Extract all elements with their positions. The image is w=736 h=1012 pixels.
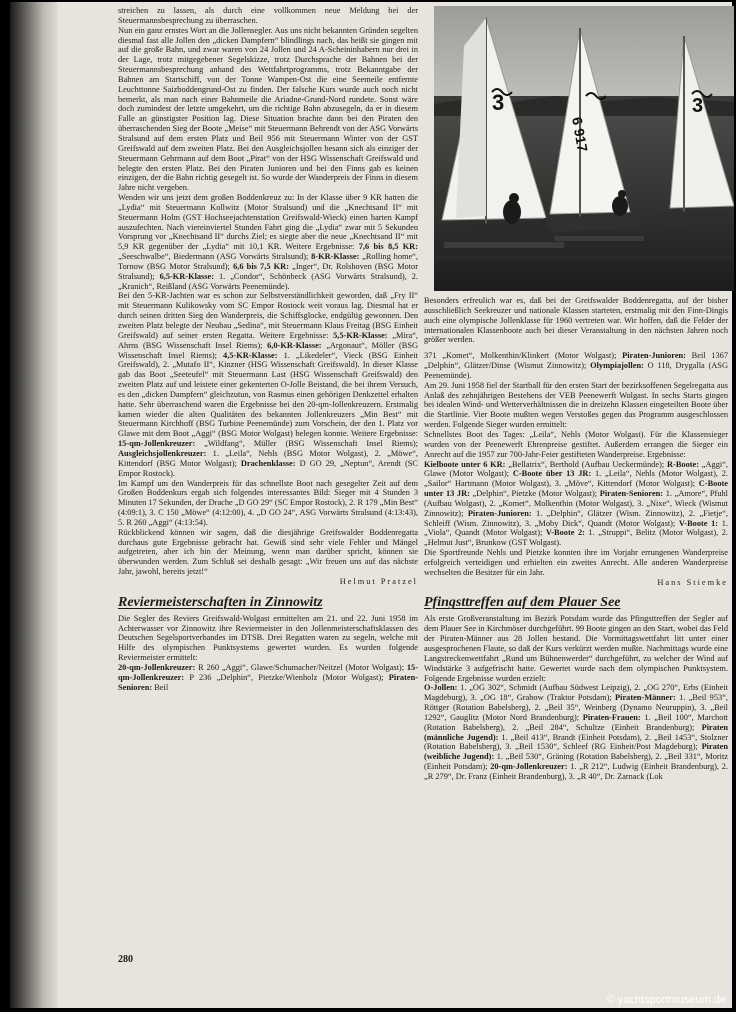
paragraph: Bei den 5-KR-Jachten war es schon zur Selbstverständlichkeit geworden, daß „Fry II“ mit Steuermann Kulikowsky vom SC Empor Rostock weit voraus lag. Diesmal hat er durch seinen dritten Sieg den Wanderpreis, die Schiffsglocke, endgültig gewonnen. Den zweiten Platz belegte der Neubau „Sedina“, mit Steuermann Klaus Freitag (BSG Einheit Greifswald) auf seiner ersten Regatta. Weitere Ergebnisse: 5,5-KR-Klasse: „Mira“, Ahrns (BSG Wissenschaft Insel Riems); 6,0-KR-Klasse: „Argonaut“, Möller (BSG Wissenschaft Insel Riems); 4,5-KR-Klasse: 1. „Likedeler“, Vieck (BSG Einheit Greifswald), 2. „Mutafo II“, Kinzner (HSG Wissenschaft Greifswald). In dieser Klasse gab das Boot „Seeteufel“ mit Steuermann Last (HSG Wissenschaft Greifswald) den zweiten Platz auf und leistete einer gekenterten O-Jolle Beistand, die bei ihrem Versuch, es den „dicken Dampfern“ gleichzutun, von Rasmus einen gehörigen Denkzettel erhalten hatte. Sehr überraschend waren die Ergebnisse bei den 20-qm-Jollenkreuzern. Erstmalig kamen wieder die alten Qualitäten des bekannten Jollenkreuzers „Min Best“ mit Steuermann Kirchhoff (BSG Turbine Peenemünde) zum Vorschein, der den 1. Platz vor Glawe mit dem Boot „Aggi“ (BSG Motor Wolgast) belegen konnte. Weitere Ergebnisse: 15-qm-Jollenkreuzer: „Wildfang“, Müller (BSG Wissenschaft Insel Riems); Ausgleichsjollenkreuzer: 1. „Leila“, Nehls (BSG Motor Wolgast), 2. „Möwe“, Kittendorf (BSG Motor Wolgast); Drachenklasse: D GO 29, „Neptun“, Arendt (SC Empor Rostock). — [118, 291, 419, 478]
paragraph: Schnellstes Boot des Tages: „Leila“, Nehls (Motor Wolgast). Für die Klassensieger wurden von der Peenewerft Ehrenpreise gestiftet. Außerdem errangen die Sieger ein Anrecht auf die 1957 zur 700-Jahr-Feier gestifteten Wanderpreise. Ergebnisse: — [424, 429, 728, 459]
paragraph: streichen zu lassen, als durch eine vollkommen neue Meldung bei der Steuermannsbesprechung zu überraschen. — [118, 6, 418, 25]
paragraph: Am 29. Juni 1958 fiel der Startball für den ersten Start der bezirksoffenen Segelregatta aus Anlaß des zehnjährigen Bestehens der VEB Peenewerft Wolgast. In sechs Starts gingen bei idealen Wind- und Wetterverhältnissen die in dreizehn Klassen eingeteilten Boote über die Startlinie. Vier Boote mußten wegen Verstoßes gegen das Programm ausgeschlossen werden. Folgende Sieger wurden ermittelt: — [424, 380, 728, 430]
right-column — [424, 296, 728, 782]
photo-caption: Besonders erfreulich war es, daß bei der Greifswalder Boddenregatta, auf der bisher ausschließlich Seekreuzer und nationale Klassen startetеn, erstmalig mit den Finn-Dingis auch eine olympische Jollenklasse für 1960 vertreten war. Wir hoffen, daß die Felder der internationalen Klassenboote auch bei dieser Veranstaltung in den nächsten Jahren noch größer werden. — [424, 296, 728, 345]
sail-number-2: 6 917 — [569, 115, 591, 154]
paragraph: Die Sportfreunde Nehls und Pietzke konnten ihre im Vorjahr errungenen Wanderpreise erfolgreich verteidigen und erhielten ein zweites Anrecht. Alle anderen Wanderpreise wechselten die Besitzer für ein Jahr. — [424, 548, 728, 577]
left-column — [118, 6, 418, 693]
paragraph: Nun ein ganz ernstes Wort an die Jollensegler. Aus uns nicht bekannten Gründen segelten diesmal fast alle Jollen den „dicken Dampfern“ blindlings nach, das heißt sie gingen mit auf die große Bahn, und zwar waren von 24 Jollen und 24 A-Scheininhabern nur drei in der Lage, trotz mitgegebener Segelskizze, trotz Durchsprache der Bahnen bei der Steuermannsbesprechung anhand des Wettfahrtprogramms, trotz Bekanntgabe der Bahnen am Startschiff, von der Tonne Wampen-Ost die eine Seemeile entfernte Leuchttonne Saizboddengrund-Ost zu finden. Der falsche Kurs wurde auch noch nicht bemerkt, als man nach einer Bahnmeile die Ariadne-Grund-Nord rundete. Sonst wäre doch zumindest der letzte umgekehrt, um die richtige Bahn abzusegeln, da er in diesem Falle an günstigster Position lag. Diese Situation brachte dann bei den Piraten den überraschenden Sieg der Boote „Meise“ mit Steuermann Behrendt von der ASG Vorwärts Stralsund auf dem ersten Platz und Beil 956 mit Steuermann Winter von der GST Greifswald auf dem zweiten Platz. Bei den Ausgleichsjollen besann sich als einziger der Steuermann Gehrmann auf dem Boot „Pirat“ von der HSG Wissenschaft Greifswald und belegte den ersten Platz. Bei den Piraten Junioren und bei den Finns gab es keinen einzigen, der die Bahn richtig gesegelt ist. So wurde der Wanderpreis der Finns in diesem Jahre nicht vergeben. — [118, 25, 418, 193]
paragraph: Kielboote unter 6 KR: „Bellatrix“, Berthold (Aufbau Ueckermünde); R-Boote: „Aggi“, Glawe (Motor Wolgast); C-Boote über 13 JR: 1. „Leila“, Nehls (Motor Wolgast), 2. „Sailor“ Hartmann (Motor Wolgast), 3. „Möve“, Kittendorf (Motor Wolgast); C-Boote unter 13 JR: „Delphin“, Pietzke (Motor Wolgast); Piraten-Senioren: 1. „Amore“, Pfuhl (Aufbau Wolgast), 2. „Komet“, Molkenthin (Motor Wolgast), 3. „Nixe“, Wieck (Wismut Zinnowitz); Piraten-Junioren: 1. „Delphin“, Glätzer (Wism. Zinnowitz), 2. „Fietje“, Schleiff (Wism. Zinnowitz), 3. „Moby Dick“, Quandt (Motor Wolgast); V-Boote 1: 1. „Viola“, Quandt (Motor Wolgast); V-Boote 2: 1. „Struppi“, Belitz (Motor Wolgast), 2. „Helmut Just“, Brunkow (GST Wolgast). — [424, 459, 729, 548]
paragraph: 371 „Komet“, Molkenthin/Klinkert (Motor Wolgast); Piraten-Junioren: Beil 1367 „Delphin“, Glätzer/Dinse (Wismut Zinnowitz); Olympiajollen: O 118, Drygalla (ASG Peenemünde). — [424, 351, 728, 380]
book-spine — [10, 2, 58, 1008]
page-number: 280 — [118, 954, 133, 965]
paragraph: O-Jollen: 1. „OG 302“, Schmidt (Aufbau Südwest Leipzig), 2. „OG 270“, Erbs (Einheit Magdeburg), 3. „OG 18“, Grabow (Traktor Potsdam); Piraten-Männer: 1. „Beil 953“, Röttger (Rotation Babelsberg), 2. „Beil 35“, Weinberg (Dynamo Neuruppin), 3. „Beil 1292“, Gauglitz (Motor Nord Brandenburg); Piraten-Frauen: 1. „Beil 100“, Marchott (Rotation Babelsberg), 2. „Beil 284“, Schultze (Einheit Brandenburg); Piraten (männliche Jugend): 1. „Beil 413“, Brandt (Einheit Potsdam), 2. „Beil 1453“, Stolzner (Rotation Babelsberg), 3. „Beil 1530“, Schleef (RG Einheit/Post Magdeburg); Piraten (weibliche Jugend): 1. „Beil 530“, Gräning (Rotation Babelsberg), 2. „Beil 331“, Moritz (Einheit Potsdam); 20-qm-Jollenkreuzer: 1. „R 212“, Ludwig (Einheit Brandenburg), 2. „R 279“, Dr. Franz (Einheit Brandenburg), 3. „R 40“, Dr. Zarnack (Lok — [424, 683, 729, 781]
paragraph: Rückblickend können wir sagen, daß die diesjährige Greifswalder Boddenregatta durchaus gute Ergebnisse gebracht hat. Gewiß sind sehr viele Fehler und Mängel aufgetreten, aber ich bin der Meinung, wenn man darüber spricht, können sie überwunden werden. Zum Schluß sei deshalb gesagt: „Wir freuen uns auf das nächste Jahr, jawohl, bereits jetzt!“ — [118, 527, 418, 577]
paragraph: Als erste Großveranstaltung im Bezirk Potsdam wurde das Pfingsttreffen der Segler auf dem Plauer See in Kirchmöser durchgeführt. 99 Boote gingen an den Start, wobei das Feld der Piraten-Männer aus 28 Jollen bestand. Die Vormittagswettfahrt litt unter einer ausgesprochenen Flaute, so daß der Kurs verkürzt werden mußte. Nachmittags wurde eine Langstreckenwettfahrt „Rund um Bühnenwerder“ durchgeführt, zu welcher der Wind auf Windstärke 3 aufgefrischt hatte. Gewertet wurde nach dem olympischen Punktsystem. Folgende Ergebnisse wurden erzielt: — [424, 614, 728, 683]
sailing-photo — [434, 6, 734, 291]
section-heading: Reviermeisterschaften in Zinnowitz — [118, 594, 323, 610]
paragraph: Wenden wir uns jetzt dem großen Boddenkreuz zu: In der Klasse über 9 KR hatten die „Lydia“ mit Steuermann Kollwitz (Motor Stralsund) und die „Knechtsand II“ mit Steuermann Holm (GST Hochseejachtenstation Greifswald-Wieck) einen harten Kampf auszufechten. Nach viereinviertel Stunden Fahrt ging die „Lydia“ zwar mit 5 Sekunden Vorsprung vor „Knechtsand II“ durchs Ziel; es siegte aber die neue „Knechtsand II“ mit 5,9 KR gegenüber der „Lydia“ mit 10,1 KR. Weitere Ergebnisse: 7,6 bis 8,5 KR: „Seeschwalbe“, Biedermann (ASG Vorwärts Stralsund); 8-KR-Klasse: „Rolling home“, Tornow (BSG Motor Stralsund); 6,6 bis 7,5 KR: „Inger“, Dr. Rolshoven (BSG Motor Stralsund); 6,5-KR-Klasse: 1. „Condor“, Schönbeck (ASG Vorwärts Stralsund), 2. „Kranich“, Reißland (ASG Vorwärts Peenemünde). — [118, 193, 418, 291]
author-signature: Hans Stiemke — [657, 577, 728, 587]
paragraph: Die Segler des Reviers Greifswald-Wolgast ermittelten am 21. und 22. Juni 1958 im Achterwasser vor Zinnowitz ihre Reviermeister in den Jollenmeisterschaftsklassen des Deutschen Segelsportverbandes im DTSB. Drei Regatten waren zu segeln, welche mit Hilfe des olympischen Punktsystems gewertet wurden. Es wurden folgende Reviermeister ermittelt: — [118, 613, 418, 663]
paragraph: 20-qm-Jollenkreuzer: R 260 „Aggi“, Glawe/Schumacher/Neitzel (Motor Wolgast); 15-qm-Jollenkreuzer: P 236 „Delphin“, Pietzke/Wienholz (Motor Wolgast); Piraten-Senioren: Beil — [118, 663, 418, 692]
section-heading: Pfingsttreffen auf dem Plauer See — [424, 595, 621, 611]
sail-number-3: 3 — [692, 95, 704, 117]
sailing-photo-drawing — [434, 6, 734, 291]
watermark: © yachtsportmuseum.de — [606, 994, 726, 1006]
sail-number-1: 3 — [492, 90, 505, 115]
author-signature: Helmut Pratzel — [339, 576, 418, 586]
paragraph: Im Kampf um den Wanderpreis für das schnellste Boot nach gesegelter Zeit auf dem Großen Boddenkurs ergab sich folgendes interessantes Bild: Sieger mit 4 Stunden 3 Minuten 17 Sekunden, der Drache „D GO 29“ (SC Empor Rostock), 2. R 179 „Min Best“ (4:09:1), 3. C 150 „Möwe“ (4:12:00), 4. „D GO 24“, ASG Vorwärts Stralsund (4:13:43), 5. R 260 „Aggi“ (4:13:54). — [118, 478, 418, 527]
